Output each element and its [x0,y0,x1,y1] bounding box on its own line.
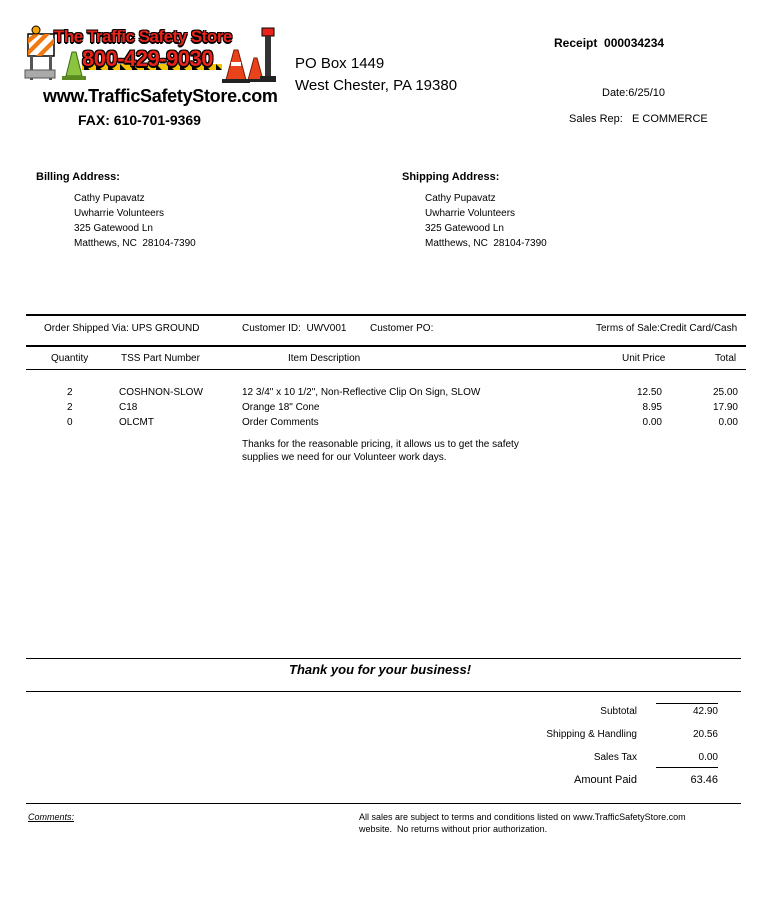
terms-of-sale: Terms of Sale:Credit Card/Cash [596,323,738,334]
billing-line: 325 Gatewood Ln [74,223,153,234]
customer-id: Customer ID: UWV001 [242,323,347,334]
divider [26,691,741,692]
order-comment-line: supplies we need for our Volunteer work days. [242,452,447,463]
shipping-line: Matthews, NC 28104-7390 [425,238,547,249]
divider [26,345,746,347]
store-address-line2: West Chester, PA 19380 [295,77,458,94]
shipping-line: Cathy Pupavatz [425,193,496,204]
subtotal-label: Subtotal [600,706,637,717]
receipt-number: Receipt 000034234 [554,36,665,50]
item-price: 8.95 [642,402,662,413]
col-total: Total [715,353,737,364]
divider [26,803,741,804]
item-qty: 0 [67,417,73,428]
sales-rep: Sales Rep: E COMMERCE [569,113,708,125]
billing-line: Uwharrie Volunteers [74,208,165,219]
billing-line: Matthews, NC 28104-7390 [74,238,196,249]
order-comment-line: Thanks for the reasonable pricing, it allows us to get the safety [242,439,519,450]
divider [26,658,741,659]
shipping-heading: Shipping Address: [402,171,500,183]
shipping-value: 20.56 [692,729,718,740]
thank-you-message: Thank you for your business! [289,662,472,677]
store-address-line1: PO Box 1449 [295,55,385,72]
shipped-via: Order Shipped Via: UPS GROUND [44,323,200,334]
terms-line: website. No returns without prior authorization. [359,824,548,834]
item-total: 17.90 [712,402,738,413]
col-description: Item Description [288,353,361,364]
col-unit-price: Unit Price [622,353,666,364]
col-quantity: Quantity [51,353,89,364]
channelizer-icon [260,28,276,82]
shipping-label: Shipping & Handling [546,729,637,740]
tax-label: Sales Tax [593,752,637,763]
item-qty: 2 [67,387,73,398]
billing-heading: Billing Address: [36,171,120,183]
logo-url: www.TrafficSafetyStore.com [43,86,278,106]
billing-line: Cathy Pupavatz [74,193,145,204]
item-total: 25.00 [712,387,738,398]
item-desc: Order Comments [242,417,319,428]
divider [656,767,718,768]
amount-paid-value: 63.46 [690,774,718,786]
customer-po: Customer PO: [370,323,434,334]
item-part: C18 [119,402,138,413]
subtotal-value: 42.90 [692,706,718,717]
terms-line: All sales are subject to terms and conditions listed on www.TrafficSafetyStore.com [359,812,686,822]
col-part-number: TSS Part Number [121,353,200,364]
item-qty: 2 [67,402,73,413]
logo-phone: 800-429-9030 [82,46,214,71]
divider [26,369,746,370]
cone-icon [66,52,82,76]
amount-paid-label: Amount Paid [574,774,637,786]
shipping-line: Uwharrie Volunteers [425,208,516,219]
item-price: 0.00 [642,417,662,428]
item-desc: 12 3/4" x 10 1/2", Non-Reflective Clip On Sign, SLOW [242,387,481,398]
item-part: OLCMT [119,417,154,428]
divider [26,314,746,316]
item-price: 12.50 [636,387,662,398]
logo-title: The Traffic Safety Store [54,27,232,46]
barricade-icon [25,26,55,80]
item-desc: Orange 18" Cone [242,402,320,413]
divider [656,703,718,704]
item-total: 0.00 [718,417,738,428]
receipt-date: Date:6/25/10 [602,87,665,99]
shipping-line: 325 Gatewood Ln [425,223,504,234]
fax-number: FAX: 610-701-9369 [78,112,201,128]
item-part: COSHNON-SLOW [119,387,203,398]
tax-value: 0.00 [698,752,718,763]
comments-label: Comments: [28,812,75,822]
